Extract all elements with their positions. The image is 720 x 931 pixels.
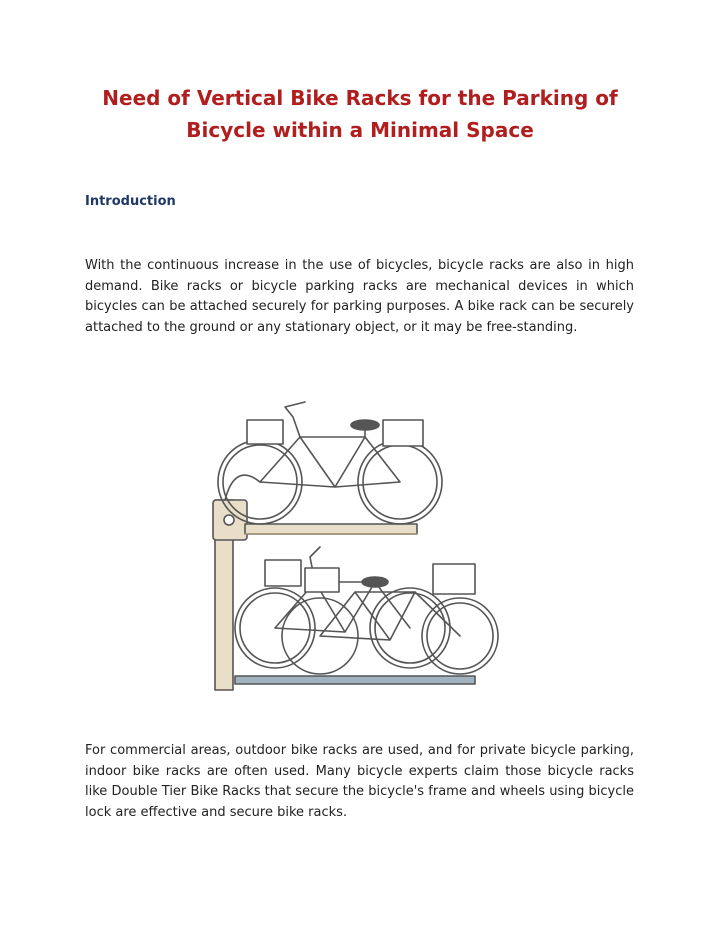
upper-bicycle — [218, 402, 442, 524]
body-paragraph: For commercial areas, outdoor bike racks are used, and for private bicycle parking, indoor bike racks are often used. Many bicycle experts claim those bicycle racks like Double Tier Bike Racks that secure the bicycle's frame and wheels using bicycle lock are effective and secure bike racks. — [85, 743, 634, 820]
section-heading: Introduction — [85, 194, 176, 209]
page-title: Need of Vertical Bike Racks for the Parking of Bicycle within a Minimal Space — [102, 86, 618, 142]
intro-paragraph: With the continuous increase in the use of bicycles, bicycle racks are also in high demand. Bike racks or bicycle parking racks are mechanical devices in which bicycles can be attached securely for parking purposes. A bike rack can be securely attached to the ground or any stationary object, or it may be free-standing. — [85, 258, 634, 335]
bike-rack-illustration — [205, 392, 505, 692]
upper-tray — [245, 524, 417, 534]
lower-rail — [235, 676, 475, 684]
